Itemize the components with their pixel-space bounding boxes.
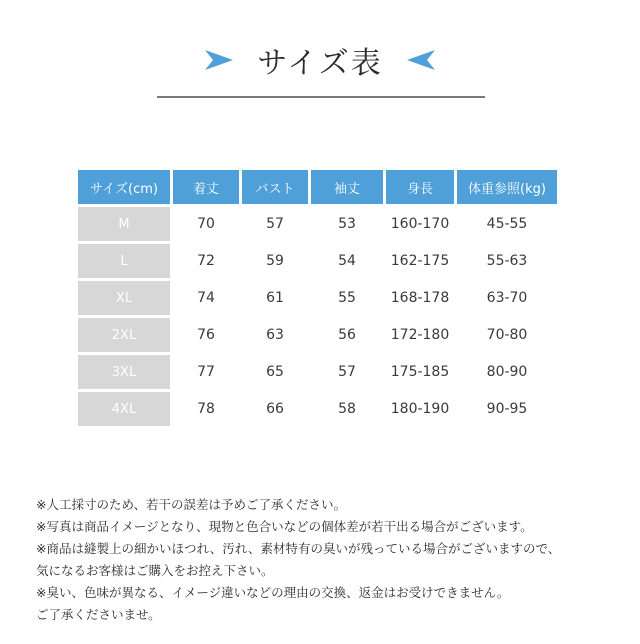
- table-row: [78, 207, 564, 241]
- length-cell: 72: [197, 253, 215, 269]
- bust-cell: 61: [266, 290, 284, 306]
- table-header-row: [78, 170, 564, 204]
- sleeve-cell: 54: [338, 253, 356, 269]
- size-cell: 4XL: [78, 392, 170, 426]
- height-cell: 175-185: [390, 364, 450, 380]
- page-title: サイズ表: [257, 46, 383, 81]
- header-cell-height: 身長: [386, 170, 454, 204]
- title-bar: [0, 36, 640, 84]
- bust-cell: 65: [266, 364, 284, 380]
- height-cell: 180-190: [390, 401, 450, 417]
- size-cell: 3XL: [78, 355, 170, 389]
- header-cell-size: サイズ(cm): [78, 170, 170, 204]
- sleeve-cell: 53: [338, 216, 356, 232]
- length-cell: 78: [197, 401, 215, 417]
- weight-cell: 70-80: [486, 327, 528, 343]
- bust-cell: 59: [266, 253, 284, 269]
- sleeve-cell: 55: [338, 290, 356, 306]
- sleeve-cell: 56: [338, 327, 356, 343]
- table-row: [78, 355, 564, 389]
- size-cell: XL: [78, 281, 170, 315]
- size-cell: M: [78, 207, 170, 241]
- length-cell: 70: [197, 216, 215, 232]
- weight-cell: 80-90: [486, 364, 528, 380]
- note-line: 気になるお客様はご購入をお控え下さい。: [36, 563, 274, 578]
- weight-cell: 90-95: [486, 401, 528, 417]
- chevron-right-icon: [203, 48, 235, 72]
- chevron-left-icon: [405, 48, 437, 72]
- header-cell-bust: バスト: [242, 170, 308, 204]
- notes: [36, 494, 616, 626]
- note-line: ご了承くださいませ。: [36, 607, 161, 622]
- size-cell: 2XL: [78, 318, 170, 352]
- weight-cell: 55-63: [486, 253, 528, 269]
- size-table: [78, 170, 564, 429]
- bust-cell: 63: [266, 327, 284, 343]
- weight-cell: 45-55: [486, 216, 528, 232]
- header-cell-length: 着丈: [173, 170, 239, 204]
- sleeve-cell: 58: [338, 401, 356, 417]
- length-cell: 76: [197, 327, 215, 343]
- length-cell: 74: [197, 290, 215, 306]
- bust-cell: 66: [266, 401, 284, 417]
- height-cell: 160-170: [390, 216, 450, 232]
- height-cell: 168-178: [390, 290, 450, 306]
- bust-cell: 57: [266, 216, 284, 232]
- height-cell: 172-180: [390, 327, 450, 343]
- note-line: ※商品は縫製上の細かいほつれ、汚れ、素材特有の臭いが残っている場合がございますので、: [36, 541, 561, 556]
- note-line: ※写真は商品イメージとなり、現物と色合いなどの個体差が若干出る場合がございます。: [36, 519, 533, 534]
- weight-cell: 63-70: [486, 290, 528, 306]
- header-cell-weight: 体重参照(kg): [457, 170, 557, 204]
- note-line: ※人工採寸のため、若干の誤差は予めご了承ください。: [36, 497, 346, 512]
- height-cell: 162-175: [390, 253, 450, 269]
- title-divider: [157, 96, 485, 98]
- sleeve-cell: 57: [338, 364, 356, 380]
- length-cell: 77: [197, 364, 215, 380]
- table-row: [78, 392, 564, 426]
- size-cell: L: [78, 244, 170, 278]
- table-row: [78, 244, 564, 278]
- table-row: [78, 281, 564, 315]
- note-line: ※臭い、色味が異なる、イメージ違いなどの理由の交換、返金はお受けできません。: [36, 585, 510, 600]
- table-row: [78, 318, 564, 352]
- header-cell-sleeve: 袖丈: [311, 170, 383, 204]
